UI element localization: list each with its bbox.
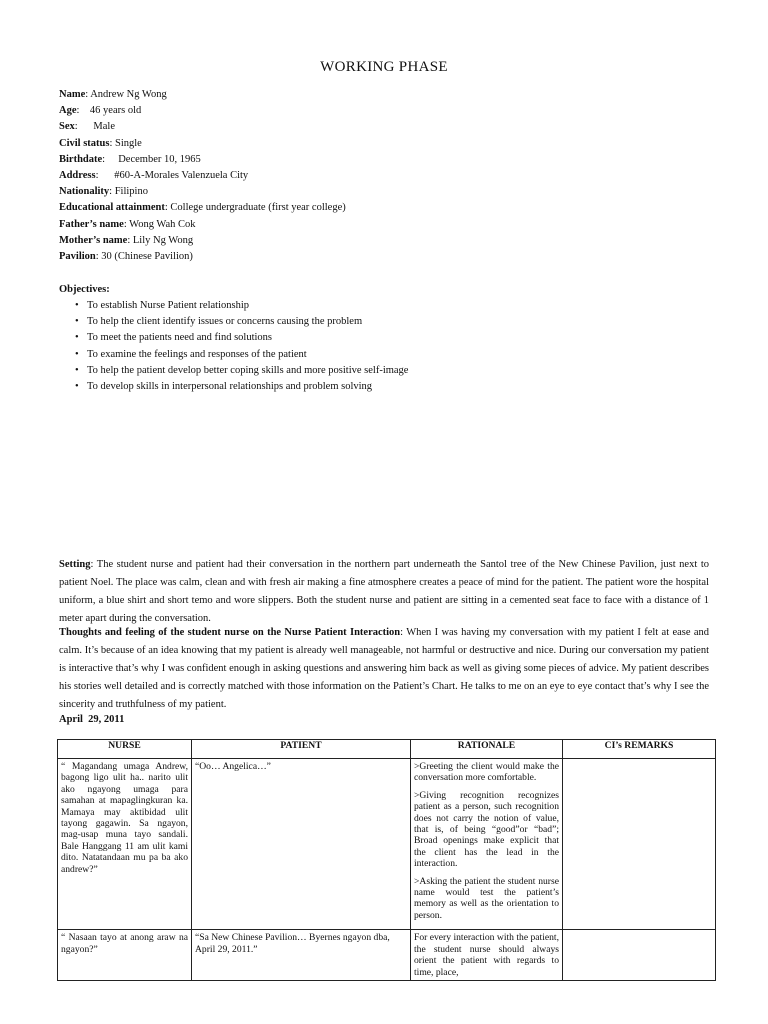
list-item: • To meet the patients need and find solutions: [59, 330, 408, 346]
header-rationale: RATIONALE: [411, 740, 563, 759]
info-nationality: Nationality: Filipino: [59, 186, 148, 198]
setting-text: : The student nurse and patient had their conversation in the northern part underneath the Santol tree of the New Chinese Pavilion, just next to patient Noel. The place was calm, clean and with fresh air making a fine atmosphere creates a peace of mind for the patient. The patient wore the hospital uniform, a blue shirt and short temo and wore slippers. Both the student nurse and patient are sitting in a cemented seat face to face with a distance of 1 meter apart during the conversation.: [59, 559, 709, 624]
list-item: • To help the client identify issues or concerns causing the problem: [59, 314, 408, 330]
nurse-cell: “ Magandang umaga Andrew, bagong ligo ulit ha.. narito ulit ako ngayong umaga para samahan at mapaglingkuran ka. Mamaya may aktibidad ulit tayong gagawin. Sa ngayon, mag-usap muna tayo sandali. Bale Hanggang 11 am ulit kami dito. Natatandaan mu pa ba ako andrew?”: [58, 759, 192, 930]
setting-paragraph: [59, 556, 709, 628]
thoughts-paragraph: [59, 624, 709, 714]
table-row: [58, 930, 716, 981]
process-recording-table: [57, 739, 716, 981]
info-sex: Sex: Male: [59, 121, 115, 133]
thoughts-text: : When I was having my conversation with my patient I felt at ease and calm. It’s because of an idea knowing that my patient is already well manageable, not harmful or destructive and nice. During our conversation my patient is interactive that’s why I was confident enough in asking questions and answering him back as well as giving some pieces of advice. My patient describes his stories well detailed and is correctly matched with those information on the Patient’s Chart. He talks to me on an eye to eye contact that’s why I see the sincerity and truthfulness of my patient.: [59, 627, 710, 710]
info-pavilion: Pavilion: 30 (Chinese Pavilion): [59, 250, 193, 262]
info-education: Educational attainment: College undergraduate (first year college): [59, 202, 346, 214]
rationale-item: >Asking the patient the student nurse name would test the patient’s memory as well as the orientation to person.: [414, 875, 559, 921]
setting-label: Setting: [59, 559, 91, 570]
list-item: • To examine the feelings and responses of the patient: [59, 347, 408, 363]
objectives-list: [59, 298, 408, 395]
info-civil-status: Civil status: Single: [59, 137, 142, 149]
info-birthdate: Birthdate: December 10, 1965: [59, 153, 201, 165]
rationale-item: For every interaction with the patient, the student nurse should always orient the patient with regards to time, place,: [414, 932, 559, 978]
rationale-cell: [411, 759, 563, 930]
thoughts-label: Thoughts and feeling of the student nurse on the Nurse Patient Interaction: [59, 627, 401, 638]
header-nurse: NURSE: [58, 740, 192, 759]
nurse-cell: “ Nasaan tayo at anong araw na ngayon?”: [58, 930, 192, 981]
info-name: Name: Andrew Ng Wong: [59, 89, 167, 100]
table-row: [58, 759, 716, 930]
info-address: Address: #60-A-Morales Valenzuela City: [59, 169, 249, 181]
rationale-cell: [411, 930, 563, 981]
header-patient: PATIENT: [192, 740, 411, 759]
list-item: • To establish Nurse Patient relationship: [59, 298, 408, 314]
document-title: WORKING PHASE: [320, 59, 448, 75]
table-header-row: [58, 740, 716, 759]
rationale-item: >Greeting the client would make the conversation more comfortable.: [414, 761, 559, 784]
patient-cell: “Oo… Angelica…”: [192, 759, 411, 930]
patient-cell: “Sa New Chinese Pavilion… Byernes ngayon dba, April 29, 2011.”: [192, 930, 411, 981]
info-mother: Mother’s name: Lily Ng Wong: [59, 234, 194, 246]
info-father: Father’s name: Wong Wah Cok: [59, 218, 196, 230]
remarks-cell: [563, 759, 716, 930]
remarks-cell: [563, 930, 716, 981]
patient-info: [59, 87, 346, 265]
list-item: • To help the patient develop better coping skills and more positive self-image: [59, 363, 408, 379]
list-item: • To develop skills in interpersonal relationships and problem solving: [59, 379, 408, 395]
rationale-item: >Giving recognition recognizes patient as a person, such recognition does not carry the notion of value, that is, of being “good”or “bad”; Broad openings make explicit that the client has the lead in the interaction.: [414, 789, 559, 870]
objectives-section: [59, 282, 408, 395]
info-age: Age: 46 years old: [59, 105, 142, 117]
objectives-heading: Objectives:: [59, 284, 110, 295]
interaction-date: April 29, 2011: [59, 714, 125, 725]
header-remarks: CI’s REMARKS: [563, 740, 716, 759]
